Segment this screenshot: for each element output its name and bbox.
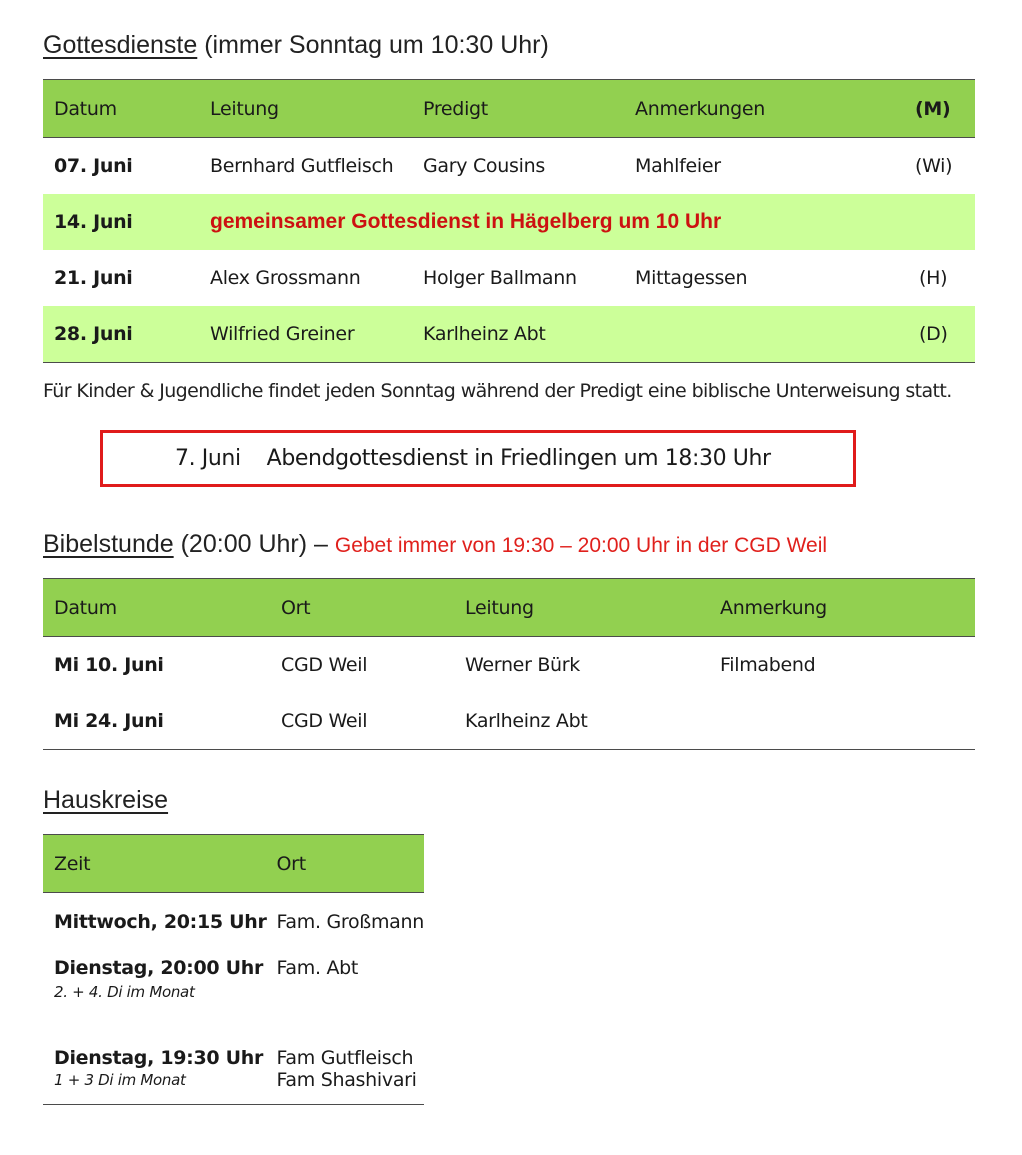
kinder-note: Für Kinder & Jugendliche findet jeden Sonntag während der Predigt eine biblische Unterweisung statt. bbox=[43, 380, 952, 402]
zeit-sub: 1 + 3 Di im Monat bbox=[54, 1071, 186, 1089]
cell-anmerkungen bbox=[624, 306, 894, 363]
cell-leitung: Wilfried Greiner bbox=[199, 306, 412, 363]
table-row bbox=[43, 306, 975, 363]
cell-leitung: Alex Grossmann bbox=[210, 267, 361, 289]
gottesdienste-table bbox=[43, 79, 975, 363]
table-row bbox=[43, 250, 975, 306]
col-header-zeit: Zeit bbox=[43, 835, 267, 893]
col-header-anmerkungen: Anmerkungen bbox=[624, 80, 894, 138]
col-header-predigt: Predigt bbox=[412, 80, 624, 138]
cell-anmerkungen: Mahlfeier bbox=[635, 155, 721, 177]
bibelstunde-gebet-note: Gebet immer von 19:30 – 20:00 Uhr in der CGD Weil bbox=[334, 534, 828, 557]
col-header-ort: Ort bbox=[267, 835, 424, 893]
cell-ort: CGD Weil bbox=[281, 654, 368, 676]
zeit-main: Mittwoch, 20:15 Uhr bbox=[54, 910, 267, 933]
ort-main: Fam Gutfleisch bbox=[276, 1047, 414, 1069]
hauskreise-heading bbox=[43, 786, 168, 815]
col-header-datum: Datum bbox=[43, 80, 199, 138]
cell-m: (H) bbox=[919, 267, 948, 289]
cell-ort bbox=[267, 1043, 424, 1105]
cell-datum: 28. Juni bbox=[43, 306, 199, 363]
ort-main: Fam. Abt bbox=[276, 957, 359, 979]
col-header-anmerkung: Anmerkung bbox=[709, 579, 975, 637]
table-row bbox=[43, 693, 975, 750]
bibelstunde-subtitle: (20:00 Uhr) – bbox=[180, 530, 328, 558]
cell-anmerkungen: Mittagessen bbox=[635, 267, 748, 289]
cell-ort: CGD Weil bbox=[281, 710, 368, 732]
table-row bbox=[43, 1043, 424, 1105]
cell-m: (Wi) bbox=[915, 155, 953, 177]
bibelstunde-heading bbox=[43, 530, 827, 559]
cell-datum: Mi 24. Juni bbox=[54, 710, 164, 732]
abendgottesdienst-date: 7. Juni bbox=[175, 446, 241, 471]
cell-ort bbox=[267, 893, 424, 951]
zeit-sub: 2. + 4. Di im Monat bbox=[54, 983, 195, 1001]
table-row bbox=[43, 950, 424, 1043]
hauskreise-table bbox=[43, 834, 424, 1105]
zeit-main: Dienstag, 19:30 Uhr bbox=[54, 1047, 264, 1069]
cell-predigt: Gary Cousins bbox=[423, 155, 545, 177]
table-row bbox=[43, 138, 975, 195]
col-header-datum: Datum bbox=[43, 579, 270, 637]
cell-leitung: Karlheinz Abt bbox=[465, 710, 588, 732]
col-header-ort: Ort bbox=[270, 579, 454, 637]
table-header-row bbox=[43, 80, 975, 138]
table-row bbox=[43, 637, 975, 694]
cell-m: (D) bbox=[894, 306, 975, 363]
bibelstunde-table bbox=[43, 578, 975, 750]
cell-anmerkung bbox=[709, 693, 975, 750]
ort-secondary: Fam Shashivari bbox=[276, 1069, 417, 1091]
gottesdienste-heading bbox=[43, 31, 549, 60]
cell-predigt: Karlheinz Abt bbox=[412, 306, 624, 363]
hauskreise-title: Hauskreise bbox=[43, 786, 169, 814]
cell-datum: 14. Juni bbox=[43, 194, 199, 250]
gottesdienste-subtitle: (immer Sonntag um 10:30 Uhr) bbox=[204, 31, 549, 59]
cell-special-event bbox=[199, 194, 975, 250]
cell-anmerkung: Filmabend bbox=[720, 654, 816, 676]
ort-main: Fam. Großmann bbox=[276, 910, 424, 933]
special-event-text: gemeinsamer Gottesdienst in Hägelberg um 10 Uhr bbox=[210, 210, 722, 233]
cell-predigt: Holger Ballmann bbox=[423, 267, 577, 289]
cell-zeit bbox=[43, 893, 267, 951]
abendgottesdienst-text: Abendgottesdienst in Friedlingen um 18:30 Uhr bbox=[266, 446, 771, 471]
col-header-m: (M) bbox=[894, 80, 975, 138]
table-header-row bbox=[43, 835, 424, 893]
cell-zeit bbox=[43, 950, 267, 1043]
cell-leitung: Bernhard Gutfleisch bbox=[210, 155, 394, 177]
col-header-leitung: Leitung bbox=[199, 80, 412, 138]
cell-datum: 07. Juni bbox=[54, 155, 133, 177]
cell-datum: 21. Juni bbox=[54, 267, 133, 289]
table-row bbox=[43, 893, 424, 951]
bibelstunde-title: Bibelstunde bbox=[43, 530, 174, 558]
cell-ort bbox=[267, 950, 424, 1043]
cell-datum: Mi 10. Juni bbox=[54, 654, 164, 676]
table-row bbox=[43, 194, 975, 250]
cell-zeit bbox=[43, 1043, 267, 1105]
gottesdienste-title: Gottesdienste bbox=[43, 31, 198, 59]
abendgottesdienst-box bbox=[100, 430, 856, 487]
col-header-leitung: Leitung bbox=[454, 579, 709, 637]
zeit-main: Dienstag, 20:00 Uhr bbox=[54, 957, 264, 979]
cell-leitung: Werner Bürk bbox=[465, 654, 581, 676]
table-header-row bbox=[43, 579, 975, 637]
